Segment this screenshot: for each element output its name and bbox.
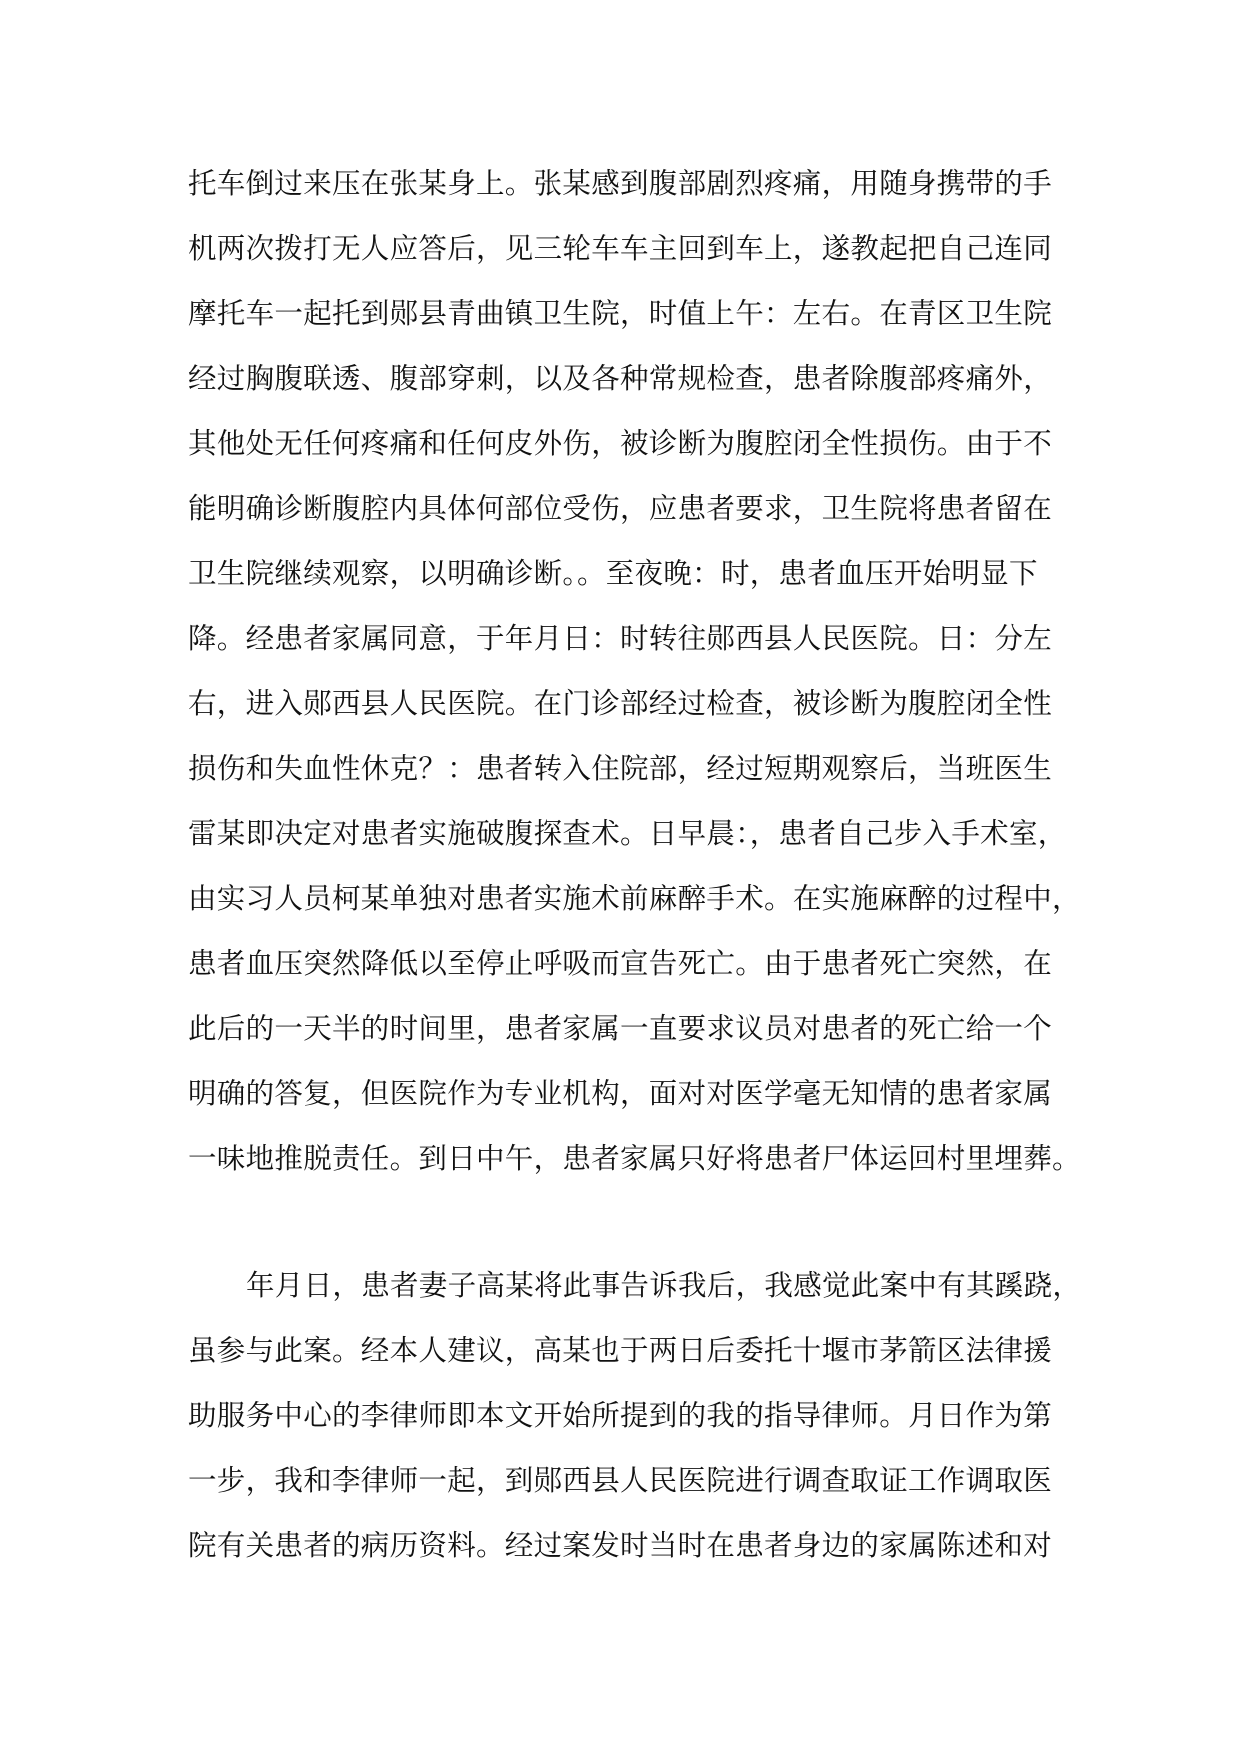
paragraph-2 [188,1266,1082,1591]
paragraph-1 [188,164,1081,1204]
text-line: 明确的答复，但医院作为专业机构，面对对医学毫无知情的患者家属 [188,1077,1053,1110]
text-line: 卫生院继续观察，以明确诊断。。至夜晚：时，患者血压开始明显下 [188,557,1038,590]
text-line: 虽参与此案。经本人建议，高某也于两日后委托十堰市茅箭区法律援 [188,1334,1053,1367]
text-line: 能明确诊断腹腔内具体何部位受伤，应患者要求，卫生院将患者留在 [188,492,1053,525]
text-line-first-indented: 年月日，患者妻子高某将此事告诉我后，我感觉此案中有其蹊跷， [246,1269,1082,1302]
text-line: 摩托车一起托到郧县青曲镇卫生院，时值上午：左右。在青区卫生院 [188,297,1053,330]
text-line: 其他处无任何疼痛和任何皮外伤，被诊断为腹腔闭全性损伤。由于不 [188,427,1053,460]
text-line: 由实习人员柯某单独对患者实施术前麻醉手术。在实施麻醉的过程中， [188,882,1081,915]
text-line: 右，进入郧西县人民医院。在门诊部经过检查，被诊断为腹腔闭全性 [188,687,1053,720]
text-line: 一味地推脱责任。到日中午，患者家属只好将患者尸体运回村里埋葬。 [188,1142,1081,1175]
text-line: 院有关患者的病历资料。经过案发时当时在患者身边的家属陈述和对 [188,1529,1053,1562]
text-line: 经过胸腹联透、腹部穿刺，以及各种常规检查，患者除腹部疼痛外， [188,362,1053,395]
text-line: 患者血压突然降低以至停止呼吸而宣告死亡。由于患者死亡突然，在 [188,947,1053,980]
text-line: 此后的一天半的时间里，患者家属一直要求议员对患者的死亡给一个 [188,1012,1053,1045]
text-line: 雷某即决定对患者实施破腹探查术。日早晨：，患者自己步入手术室， [188,817,1067,850]
text-line: 一步，我和李律师一起，到郧西县人民医院进行调查取证工作调取医 [188,1464,1053,1497]
text-line: 机两次拨打无人应答后，见三轮车车主回到车上，遂教起把自己连同 [188,232,1053,265]
text-line: 损伤和失血性休克？：患者转入住院部，经过短期观察后，当班医生 [188,752,1053,785]
text-line: 助服务中心的李律师即本文开始所提到的我的指导律师。月日作为第 [188,1399,1053,1432]
text-line: 降。经患者家属同意，于年月日：时转往郧西县人民医院。日：分左 [188,622,1053,655]
text-line: 托车倒过来压在张某身上。张某感到腹部剧烈疼痛，用随身携带的手 [188,167,1053,200]
